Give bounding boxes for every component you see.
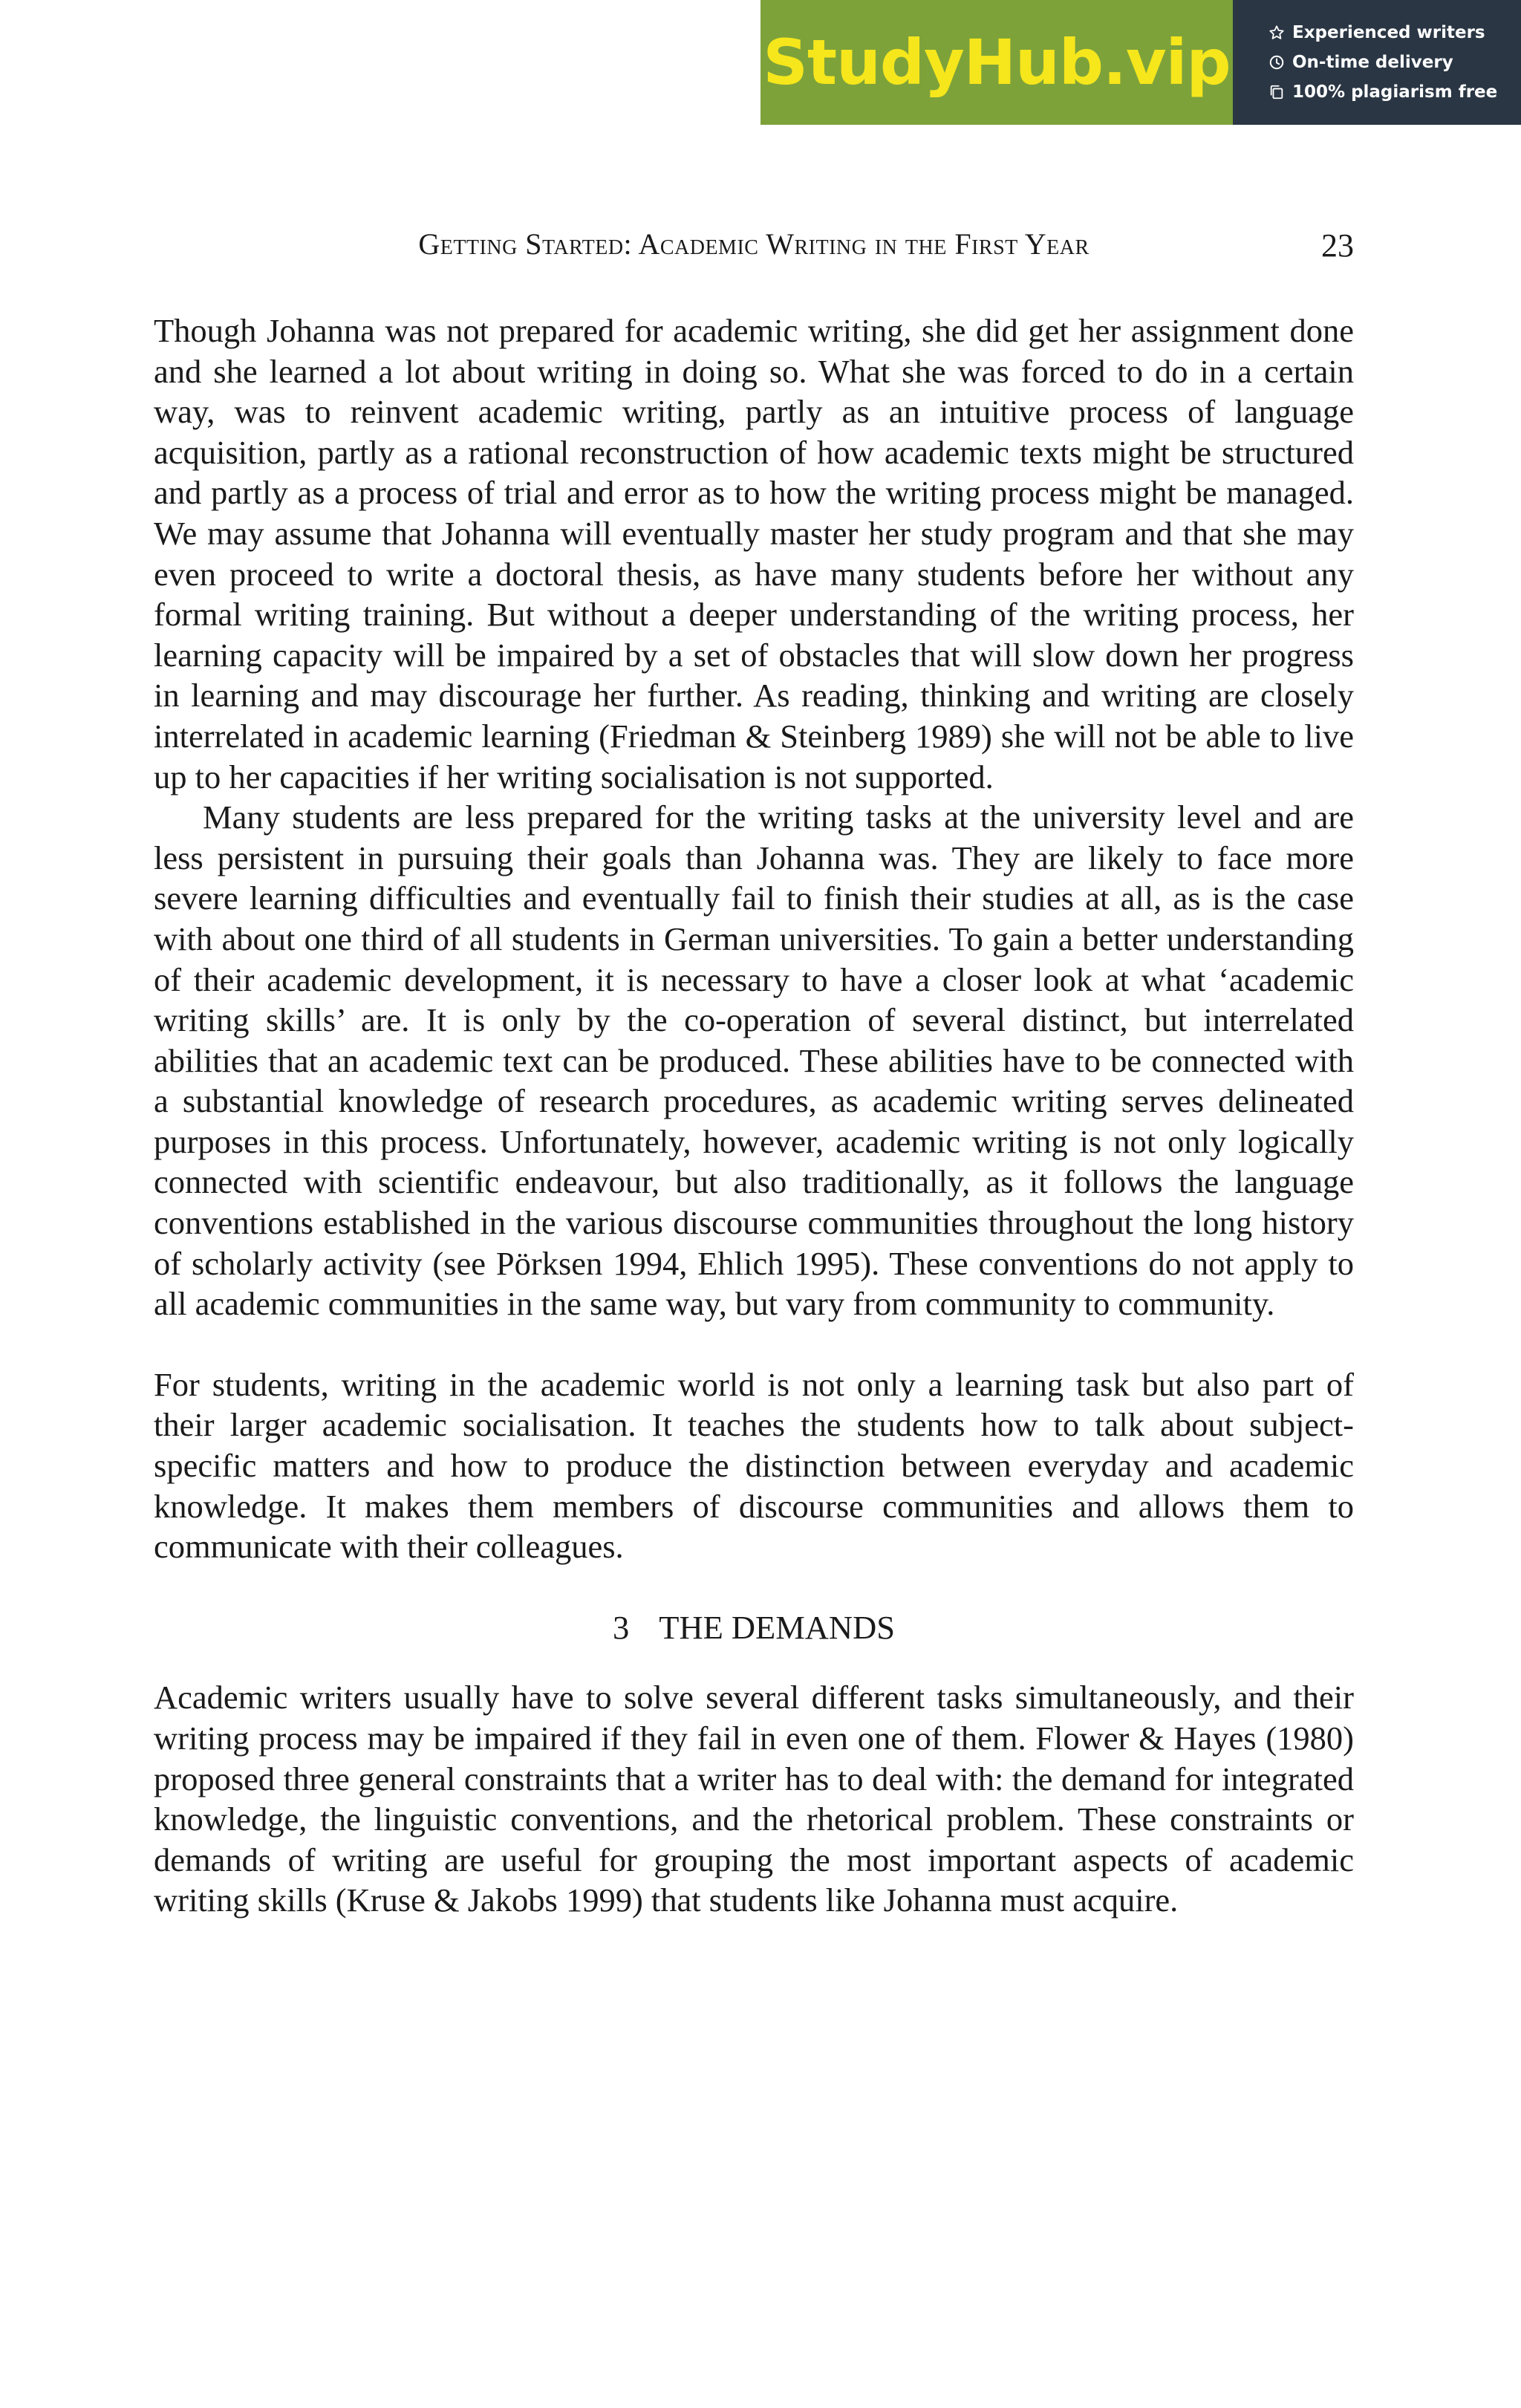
feature-label: Experienced writers — [1292, 23, 1485, 42]
paragraph: For students, writing in the academic world is not only a learning task but also part of their larger academic socialisation. It teaches the students how to talk about subject-specific matters and how to produce the distinction between everyday and academic knowledge. It makes them members of discourse communities and allows them to communicate with their colleagues. — [154, 1365, 1354, 1566]
page-number: 23 — [1321, 227, 1354, 264]
section-number: 3 — [613, 1608, 630, 1646]
page-content — [154, 310, 1354, 1921]
logo-text: StudyHub.vip — [763, 26, 1231, 99]
copy-icon — [1268, 84, 1285, 100]
section-title: THE DEMANDS — [659, 1608, 895, 1646]
running-header — [154, 227, 1354, 271]
paragraph: Many students are less prepared for the writing tasks at the university level and are less persistent in pursuing their goals than Johanna was. They are likely to face more severe learning difficulties and eventually fail to finish their studies at all, as is the case with about one third of all students in German universities. To gain a better understanding of their academic development, it is necessary to have a closer look at what ‘academic writing skills’ are. It is only by the co-operation of several distinct, but interrelated abilities that an academic text can be produced. These abilities have to be connected with a substantial knowledge of research procedures, as academic writing serves delineated purposes in this process. Unfortunately, however, academic writing is not only logically connected with scientific endeavour, but also traditionally, as it follows the language conventions established in the various discourse communities throughout the long history of scholarly activity (see Pörksen 1994, Ehlich 1995). These conventions do not apply to all academic communities in the same way, but vary from community to community. — [154, 798, 1354, 1323]
studyhub-banner[interactable] — [760, 0, 1521, 125]
clock-icon — [1268, 54, 1285, 71]
feature-experienced-writers — [1268, 22, 1521, 44]
studyhub-logo[interactable] — [760, 0, 1233, 125]
banner-features — [1233, 0, 1521, 125]
running-title: Getting Started: Academic Writing in the First Year — [418, 227, 1090, 261]
feature-label: 100% plagiarism free — [1292, 82, 1498, 102]
feature-on-time-delivery — [1268, 51, 1521, 74]
paragraph: Academic writers usually have to solve several different tasks simultaneously, and their writing process may be impaired if they fail in even one of them. Flower & Hayes (1980) proposed three general constraints that a writer has to deal with: the demand for integrated knowledge, the linguistic conventions, and the rhetorical problem. These constraints or demands of writing are useful for grouping the most important aspects of academic writing skills (Kruse & Jakobs 1999) that students like Johanna must acquire. — [154, 1679, 1354, 1919]
feature-plagiarism-free — [1268, 81, 1521, 103]
star-icon — [1268, 25, 1285, 41]
paragraph: Though Johanna was not prepared for academic writing, she did get her assignment done and she learned a lot about writing in doing so. What she was forced to do in a certain way, was to reinvent academic writing, partly as an intuitive process of language acquisition, partly as a rational reconstruction of how academic texts might be structured and partly as a process of trial and error as to how the writing process might be managed. We may assume that Johanna will eventually master her study program and that she may even proceed to write a doctoral thesis, as have many students before her without any formal writing training. But without a deeper understanding of the writing process, her learning capacity will be impaired by a set of obstacles that will slow down her progress in learning and may discourage her further. As reading, thinking and writing are closely interrelated in academic learning (Friedman & Steinberg 1989) she will not be able to live up to her capacities if her writing socialisation is not supported. — [154, 312, 1354, 795]
section-heading — [154, 1607, 1354, 1648]
feature-label: On-time delivery — [1292, 53, 1453, 72]
